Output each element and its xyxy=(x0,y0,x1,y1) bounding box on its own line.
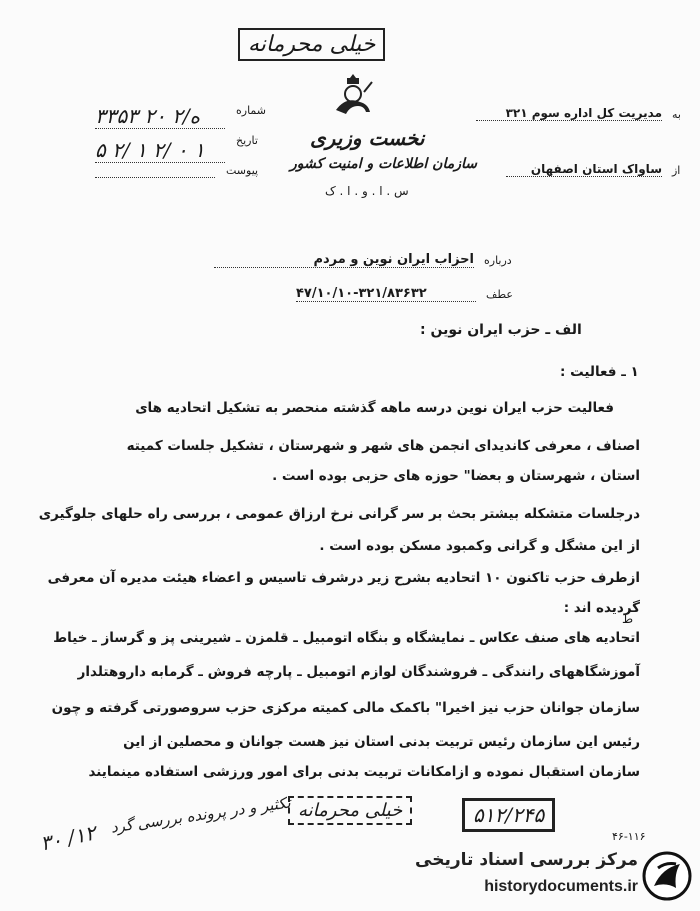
body-line: فعالیت حزب ایران نوین درسه ماهه گذشته منحصر به تشکیل اتحادیه های xyxy=(135,400,614,416)
handwritten-note: تکثیر و در پرونده بررسی گرد xyxy=(109,793,292,837)
number-label: شماره xyxy=(236,104,267,117)
header-office-name: نخست وزیری xyxy=(310,126,425,150)
body-line: ازطرف حزب تاکنون ۱۰ اتحادیه بشرح زیر درشرف تاسیس و اعضاء هیئت مدیره آن معرفی xyxy=(47,570,640,586)
classification-stamp-bottom: خیلی محرمانه xyxy=(288,796,412,825)
body-line: استان ، شهرستان و بعضا" حوزه های حزبی بوده است . xyxy=(272,468,640,484)
body-line: گردیده اند : xyxy=(563,600,640,616)
handwritten-initials: ۳۰ /۱۲ xyxy=(38,820,98,856)
header-organization-name: سازمان اطلاعات و امنیت کشور xyxy=(290,156,477,172)
header-abbreviation: س . ا . و . ا . ک xyxy=(325,184,409,198)
from-label: از xyxy=(672,164,681,177)
item-1-title: ۱ ـ فعالیت : xyxy=(560,364,639,380)
body-line: اصناف ، معرفی کاندیدای انجمن های شهر و شهرستان ، تشکیل جلسات کمیته xyxy=(126,438,640,454)
watermark-title: مرکز بررسی اسناد تاریخی xyxy=(415,850,638,870)
body-line: از این مشگل و گرانی وکمبود مسکن بوده است . xyxy=(319,538,640,554)
section-a-title: الف ـ حزب ایران نوین : xyxy=(420,322,582,338)
from-value: ساواک استان اصفهان xyxy=(506,162,662,177)
number-value: ۳۳۵۳ ۲۰ ۲/ه xyxy=(95,104,225,129)
body-line: رئیس این سازمان رئیس تربیت بدنی استان نیز هست جوانان و محصلین از این xyxy=(123,734,640,750)
body-line: سازمان استقبال نموده و ازامکانات تربیت بدنی برای امور ورزشی استفاده مینمایند xyxy=(88,764,640,780)
archive-logo-icon xyxy=(642,850,692,906)
reference-label: عطف xyxy=(486,288,513,301)
date-label: تاریخ xyxy=(236,134,258,147)
watermark-url: historydocuments.ir xyxy=(484,878,638,895)
date-value: ۵ ۲/ ۱ ۲/ ۰ ۱ xyxy=(95,138,225,163)
body-line: آموزشگاههای رانندگی ـ فروشندگان لوازم اتومبیل ـ پارچه فروش ـ گرمابه داروهتلدار xyxy=(77,664,640,680)
body-line: اتحادیه های صنف عکاس ـ نمایشگاه و بنگاه اتومبیل ـ قلمزن ـ شیرینی پز و گرساز ـ خیاط xyxy=(53,630,640,646)
body-line: درجلسات متشکله بیشتر بحث بر سر گرانی نرخ ارزاق عمومی ، بررسی راه حلهای جلوگیری xyxy=(38,506,640,522)
watermark xyxy=(390,846,696,908)
body-line: سازمان جوانان حزب نیز اخیرا" باکمک مالی کمیته مرکزی حزب سروصورتی گرفته و چون xyxy=(51,700,640,716)
subject-label: درباره xyxy=(484,254,512,267)
subject-value: احزاب ایران نوین و مردم xyxy=(214,252,474,268)
page-code: ۴۶-۱۱۶ xyxy=(612,830,646,843)
lion-and-sun-emblem-icon xyxy=(330,70,376,122)
classification-stamp-top: خیلی محرمانه xyxy=(238,28,385,61)
to-value: مدیریت کل اداره سوم ۳۲۱ xyxy=(476,106,662,121)
margin-note: ط xyxy=(622,612,634,626)
reference-value: ۴۷/۱۰/۱۰-۳۲۱/۸۳۶۳۲ xyxy=(296,286,476,302)
attachment-label: پیوست xyxy=(226,164,259,177)
attachment-value xyxy=(95,176,215,178)
registration-stamp: ۵۱۲/۲۴۵ xyxy=(462,798,555,832)
to-label: به xyxy=(672,108,681,121)
